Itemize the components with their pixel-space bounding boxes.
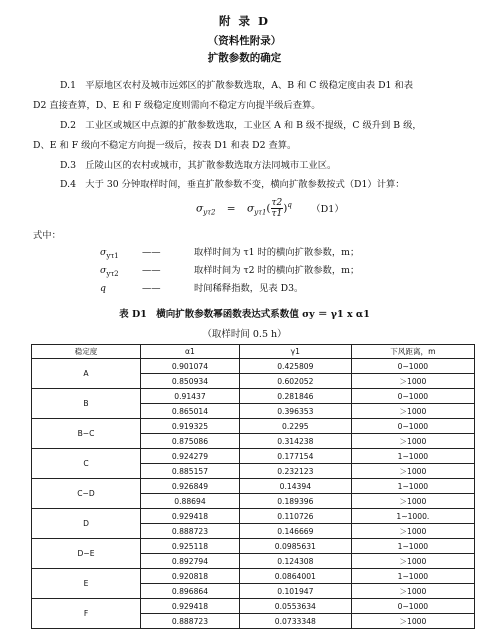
distance-cell: 0~1000: [351, 389, 474, 404]
alpha-cell: 0.865014: [141, 404, 240, 419]
variable-item: [100, 280, 303, 296]
table-row: [32, 569, 475, 584]
distance-cell: 0~1000: [351, 599, 474, 614]
header-distance: 下风距离，m: [351, 345, 474, 359]
variable-description: 取样时间为 τ1 时的横向扩散参数，m；: [194, 247, 360, 258]
gamma-cell: 0.0553634: [239, 599, 351, 614]
table-row: [32, 389, 475, 404]
variable-symbol: σ: [100, 247, 107, 258]
table-row: [32, 599, 475, 614]
alpha-cell: 0.885157: [141, 464, 240, 479]
stability-class-cell: F: [32, 599, 141, 629]
alpha-cell: 0.888723: [141, 524, 240, 539]
appendix-title: 附 录 D: [219, 14, 270, 28]
gamma-cell: 0.110726: [239, 509, 351, 524]
paragraph-d1-line2: D2 直接查算，D、E 和 F 级稳定度则需向不稳定方向提半级后查算。: [33, 100, 321, 111]
gamma-cell: 0.602052: [239, 374, 351, 389]
alpha-cell: 0.91437: [141, 389, 240, 404]
variable-dash: ——: [142, 265, 161, 276]
alpha-cell: 0.924279: [141, 449, 240, 464]
gamma-cell: 0.0733348: [239, 614, 351, 629]
alpha-cell: 0.892794: [141, 554, 240, 569]
distance-cell: ＞1000: [351, 554, 474, 569]
table-row: [32, 479, 475, 494]
alpha-cell: 0.901074: [141, 359, 240, 374]
header-stability: 稳定度: [32, 345, 141, 359]
gamma-cell: 0.146669: [239, 524, 351, 539]
gamma-cell: 0.396353: [239, 404, 351, 419]
alpha-cell: 0.919325: [141, 419, 240, 434]
gamma-cell: 0.425809: [239, 359, 351, 374]
stability-class-cell: C−D: [32, 479, 141, 509]
distance-cell: ＞1000: [351, 584, 474, 599]
distance-cell: ＞1000: [351, 524, 474, 539]
stability-class-cell: D−E: [32, 539, 141, 569]
appendix-nature: （资料性附录）: [207, 35, 282, 47]
variable-description: 取样时间为 τ2 时的横向扩散参数，m；: [194, 265, 360, 276]
stability-class-cell: C: [32, 449, 141, 479]
gamma-cell: 0.2295: [239, 419, 351, 434]
gamma-cell: 0.177154: [239, 449, 351, 464]
distance-cell: ＞1000: [351, 494, 474, 509]
variable-symbol-subscript: yτ1: [106, 251, 119, 260]
formula-d1: $\sigma_{y\tau 2} = \sigma_{y\tau 1}$( $\frac{\tau 2}{\tau 1}$ )$^q$ （D1）: [196, 198, 344, 219]
gamma-cell: 0.189396: [239, 494, 351, 509]
gamma-cell: 0.0985631: [239, 539, 351, 554]
header-gamma: γ1: [239, 345, 351, 359]
distance-cell: ＞1000: [351, 614, 474, 629]
stability-class-cell: A: [32, 359, 141, 389]
variable-symbol-subscript: yτ2: [106, 269, 119, 278]
table-row: [32, 449, 475, 464]
table-row: [32, 539, 475, 554]
gamma-cell: 0.0864001: [239, 569, 351, 584]
gamma-cell: 0.101947: [239, 584, 351, 599]
distance-cell: 1~1000: [351, 569, 474, 584]
alpha-cell: 0.88694: [141, 494, 240, 509]
distance-cell: ＞1000: [351, 374, 474, 389]
table-row: [32, 419, 475, 434]
paragraph-d2-line2: D、E 和 F 级向不稳定方向提一级后，按表 D1 和表 D2 查算。: [33, 140, 297, 151]
paragraph-d1-line1: D.1 平原地区农村及城市远郊区的扩散参数选取，A、B 和 C 级稳定度由表 D1 和表: [60, 80, 414, 91]
gamma-cell: 0.281846: [239, 389, 351, 404]
alpha-cell: 0.875086: [141, 434, 240, 449]
table-row: [32, 509, 475, 524]
alpha-cell: 0.929418: [141, 509, 240, 524]
distance-cell: 0~1000: [351, 359, 474, 374]
diffusion-table: [31, 344, 475, 629]
distance-cell: ＞1000: [351, 464, 474, 479]
paragraph-d2-line1: D.2 工业区或城区中点源的扩散参数选取，工业区 A 和 B 级不提级，C 级升到 B 级，: [60, 120, 422, 131]
where-label: 式中：: [33, 230, 61, 241]
variable-symbol: σ: [100, 265, 107, 276]
paragraph-d4: D.4 大于 30 分钟取样时间，垂直扩散参数不变，横向扩散参数按式（D1）计算：: [60, 179, 405, 190]
variable-dash: ——: [142, 247, 161, 258]
gamma-cell: 0.124308: [239, 554, 351, 569]
appendix-subject: 扩散参数的确定: [207, 52, 282, 64]
distance-cell: 1~1000: [351, 479, 474, 494]
distance-cell: 1~1000: [351, 449, 474, 464]
header-alpha: α1: [141, 345, 240, 359]
distance-cell: ＞1000: [351, 404, 474, 419]
variable-symbol: q: [100, 283, 106, 294]
paragraph-d3: D.3 丘陵山区的农村或城市，其扩散参数选取方法同城市工业区。: [60, 160, 337, 171]
alpha-cell: 0.925118: [141, 539, 240, 554]
stability-class-cell: B: [32, 389, 141, 419]
gamma-cell: 0.232123: [239, 464, 351, 479]
alpha-cell: 0.888723: [141, 614, 240, 629]
alpha-cell: 0.920818: [141, 569, 240, 584]
table-subtitle: （取样时间 0.5 h）: [202, 329, 287, 340]
gamma-cell: 0.14394: [239, 479, 351, 494]
table-title: 表 D1 横向扩散参数幂函数表达式系数值 σy ＝ γ1 x α1: [119, 309, 370, 320]
table-header-row: [32, 345, 475, 359]
alpha-cell: 0.850934: [141, 374, 240, 389]
stability-class-cell: E: [32, 569, 141, 599]
alpha-cell: 0.926849: [141, 479, 240, 494]
variable-item: [100, 262, 359, 278]
distance-cell: 1~1000: [351, 539, 474, 554]
distance-cell: 0~1000: [351, 419, 474, 434]
stability-class-cell: B−C: [32, 419, 141, 449]
table-row: [32, 359, 475, 374]
alpha-cell: 0.929418: [141, 599, 240, 614]
distance-cell: 1~1000.: [351, 509, 474, 524]
variable-item: [100, 244, 359, 260]
variable-description: 时间稀释指数，见表 D3。: [194, 283, 304, 294]
variable-dash: ——: [142, 283, 161, 294]
alpha-cell: 0.896864: [141, 584, 240, 599]
distance-cell: ＞1000: [351, 434, 474, 449]
gamma-cell: 0.314238: [239, 434, 351, 449]
stability-class-cell: D: [32, 509, 141, 539]
